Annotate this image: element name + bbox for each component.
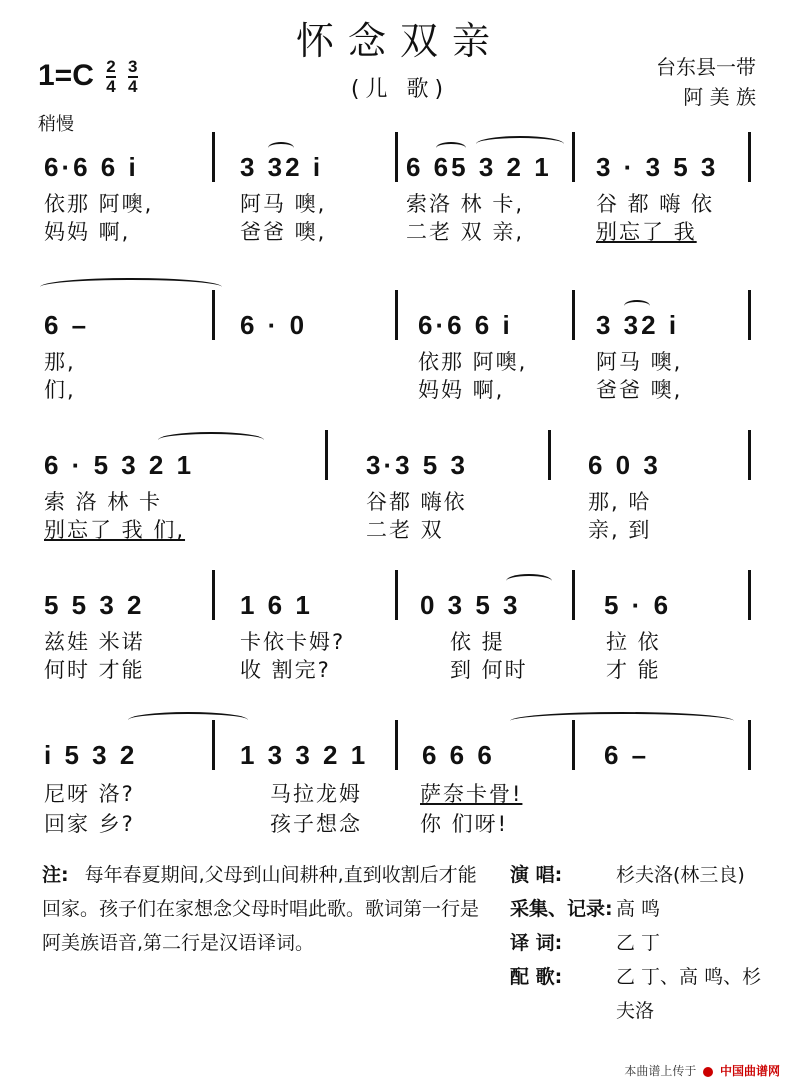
lyric-line-1: 谷 都 嗨 依	[596, 192, 715, 216]
lyric-line-1: 依那 阿噢,	[44, 192, 154, 216]
measure-notes: 6 0 3	[588, 450, 661, 480]
lyric-line-1: 兹娃 米诺	[44, 630, 145, 654]
barline	[748, 290, 751, 340]
origin-people: 阿 美 族	[683, 85, 756, 109]
measure-notes: i 5 3 2	[44, 740, 138, 770]
lyric-line-1: 尼呀 洛?	[44, 782, 135, 806]
credit-label: 采集、记录:	[510, 898, 613, 920]
lyric-line-2: 二老 双	[366, 518, 444, 542]
time-den-2: 4	[128, 77, 138, 96]
measure-notes: 5 5 3 2	[44, 590, 145, 620]
lyric-line-2: 别忘了 我 们,	[44, 518, 186, 542]
score-row-3	[0, 420, 800, 550]
measure-notes: 6 6 6	[422, 740, 495, 770]
lyric-line-1: 索 洛 林 卡	[44, 490, 163, 514]
measure-notes: 6 · 5 3 2 1	[44, 450, 195, 480]
lyric-line-1: 那,	[44, 350, 76, 374]
lyric-line-2: 到 何时	[450, 658, 528, 682]
slur-mark	[506, 574, 552, 588]
credit-row	[510, 960, 766, 1028]
measure-notes: 5 · 6	[604, 590, 672, 620]
barline	[325, 430, 328, 480]
lyric-line-1: 依那 阿噢,	[418, 350, 528, 374]
note-label: 注:	[42, 864, 69, 886]
lyric-line-2: 妈妈 啊,	[44, 220, 131, 244]
footer-site-name[interactable]: 中国曲谱网	[719, 1064, 780, 1078]
slur-mark	[158, 432, 264, 448]
lyric-line-2: 孩子想念	[270, 812, 362, 836]
song-subtitle: (儿 歌)	[350, 77, 450, 102]
barline	[572, 290, 575, 340]
barline	[748, 570, 751, 620]
measure-notes: 6 · 0	[240, 310, 308, 340]
credit-row	[510, 858, 766, 892]
score-row-2	[0, 270, 800, 400]
measure-notes: 6 –	[44, 310, 90, 340]
lyric-line-2: 收 割完?	[240, 658, 331, 682]
credit-row	[510, 926, 766, 960]
credits-list	[510, 858, 766, 1028]
barline	[572, 132, 575, 182]
credit-value: 高 鸣	[616, 898, 661, 920]
lyric-line-2: 别忘了 我	[596, 220, 697, 244]
lyric-line-2: 们,	[44, 378, 76, 402]
lyric-line-1: 那, 哈	[588, 490, 652, 514]
tempo-marking: 稍慢	[38, 114, 74, 135]
credit-value: 乙 丁、高 鸣、杉夫洛	[616, 966, 762, 1022]
barline	[548, 430, 551, 480]
barline	[748, 132, 751, 182]
score-row-1	[0, 130, 800, 244]
time-den-1: 4	[106, 77, 116, 96]
origin-region: 台东县一带	[656, 55, 756, 79]
lyric-line-1: 阿马 噢,	[596, 350, 683, 374]
annotation-note	[42, 858, 482, 960]
lyric-line-2: 才 能	[606, 658, 661, 682]
measure-notes: 3 · 3 5 3	[596, 152, 719, 182]
slur-mark	[476, 136, 564, 152]
barline	[748, 430, 751, 480]
barline	[395, 132, 398, 182]
lyric-line-2: 亲, 到	[588, 518, 652, 542]
lyric-line-2: 回家 乡?	[44, 812, 135, 836]
credit-label: 配 歌:	[510, 966, 563, 988]
lyric-line-1: 索洛 林 卡,	[406, 192, 525, 216]
time-signature-1	[106, 58, 115, 96]
barline	[748, 720, 751, 770]
barline	[212, 570, 215, 620]
lyric-line-1: 依 提	[450, 630, 505, 654]
measure-notes: 3·3 5 3	[366, 450, 468, 480]
time-num-1: 2	[106, 57, 116, 76]
note-body: 每年春夏期间,父母到山间耕种,直到收割后才能回家。孩子们在家想念父母时唱此歌。歌词第一行是阿美族语音,第二行是汉语译词。	[42, 864, 480, 954]
barline	[395, 570, 398, 620]
barline	[572, 720, 575, 770]
lyric-line-1: 萨奈卡骨!	[420, 782, 523, 806]
credit-row	[510, 892, 766, 926]
lyric-line-1: 谷都 嗨依	[366, 490, 467, 514]
credit-label: 演 唱:	[510, 864, 563, 886]
measure-notes: 0 3 5 3	[420, 590, 521, 620]
measure-notes: 6 65 3 2 1	[406, 152, 552, 182]
lyric-line-2: 你 们呀!	[420, 812, 509, 836]
site-logo-icon	[703, 1067, 713, 1077]
barline	[212, 720, 215, 770]
lyric-line-1: 阿马 噢,	[240, 192, 327, 216]
tie-mark	[510, 712, 734, 730]
lyric-line-2: 爸爸 噢,	[240, 220, 327, 244]
barline	[395, 720, 398, 770]
barline	[212, 132, 215, 182]
credit-value: 乙 丁	[616, 932, 661, 954]
lyric-line-1: 马拉龙姆	[270, 782, 362, 806]
lyric-line-2: 妈妈 啊,	[418, 378, 505, 402]
upload-footer	[624, 1062, 780, 1079]
measure-notes: 3 32 i	[596, 310, 680, 340]
measure-notes: 6·6 6 i	[418, 310, 513, 340]
credit-label: 译 词:	[510, 932, 563, 954]
key-signature	[38, 58, 138, 96]
lyric-line-1: 拉 依	[606, 630, 661, 654]
score-row-4	[0, 560, 800, 690]
time-num-2: 3	[128, 57, 138, 76]
lyric-line-1: 卡依卡姆?	[240, 630, 346, 654]
barline	[395, 290, 398, 340]
song-origin	[656, 52, 756, 112]
time-signature-2	[128, 58, 137, 96]
barline	[572, 570, 575, 620]
key-label: 1=C	[38, 58, 94, 92]
credit-value: 杉夫洛(林三良)	[616, 864, 745, 886]
lyric-line-2: 何时 才能	[44, 658, 145, 682]
measure-notes: 1 3 3 2 1	[240, 740, 369, 770]
barline	[212, 290, 215, 340]
lyric-line-2: 二老 双 亲,	[406, 220, 525, 244]
lyric-line-2: 爸爸 噢,	[596, 378, 683, 402]
measure-notes: 3 32 i	[240, 152, 324, 182]
footer-text: 本曲谱上传于	[624, 1064, 697, 1078]
measure-notes: 6 –	[604, 740, 650, 770]
measure-notes: 6·6 6 i	[44, 152, 139, 182]
measure-notes: 1 6 1	[240, 590, 313, 620]
tie-mark	[40, 278, 222, 296]
slur-mark	[128, 712, 248, 728]
score-row-5	[0, 700, 800, 840]
song-title: 怀念双亲	[295, 19, 504, 63]
